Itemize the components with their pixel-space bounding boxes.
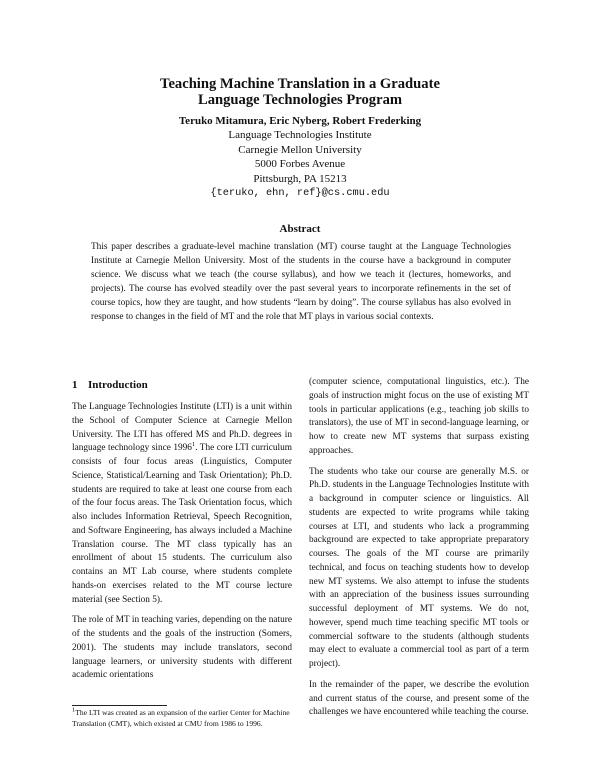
paper-title: [0, 76, 600, 108]
title-line-2: Language Technologies Program: [197, 92, 403, 108]
author-list: Teruko Mitamura, Eric Nyberg, Robert Frederking: [178, 115, 422, 127]
affiliation-city: Pittsburgh, PA 15213: [253, 172, 347, 185]
title-line-1: Teaching Machine Translation in a Graduate: [160, 76, 440, 92]
section-number: 1: [72, 379, 78, 391]
footnote-divider: [72, 705, 167, 706]
intro-p1-text-b: . The core LTI curriculum consists of four focus areas (Linguistics, Computer Science, Statistical/Learning and Task Orientation); Ph.D. students are required to take at least one course from each of the four focus areas. The Task Orientation focus, which also includes Information Retrieval, Speech Recognition, and Software Engineering, has always included a Machine Translation course. The MT class typically has an enrollment of about 15 students. The curriculum also contains an MT Lab course, where students complete hands-on exercises related to the MT course lecture material (see Section 5).: [72, 443, 292, 605]
abstract-heading: Abstract: [279, 223, 321, 235]
affiliation-street: 5000 Forbes Avenue: [254, 158, 346, 170]
affiliation-university: Carnegie Mellon University: [238, 143, 362, 156]
affiliation-block: [0, 128, 600, 201]
left-column: [72, 378, 292, 683]
footnote-number: 1: [72, 706, 76, 714]
footnote: [72, 708, 292, 729]
abstract-text: This paper describes a graduate-level machine translation (MT) course taught at the Language Technologies Institute at Carnegie Mellon University. Most of the students in the course have a background in computer science. We discuss what we teach (the course syllabus), and how we teach it (lectures, homeworks, and projects). The course has evolved steadily over the past several years to incorporate refinements in the set of course topics, how they are taught, and how students “learn by doing”. The course syllabus has also evolved in response to changes in the field of MT and the role that MT plays in various social contexts.: [91, 242, 511, 322]
footnote-text: The LTI was created as an expansion of the earlier Center for Machine Translation (CMT), which existed at CMU from 1986 to 1996.: [72, 708, 290, 728]
intro-p1-text-a: The Language Technologies Institute (LTI) is a unit within the School of Computer Science at Carnegie Mellon University. The LTI has offered MS and Ph.D. degrees in language technology since 1996: [72, 402, 292, 454]
affiliation-institute: Language Technologies Institute: [228, 129, 372, 141]
right-column: [309, 376, 529, 720]
section-title: Introduction: [88, 379, 148, 391]
intro-paragraph-2: The role of MT in teaching varies, depending on the nature of the students and the goals of the instruction (Somers, 2001). The students may include translators, second language learners, or university students with different academic orientations: [72, 615, 292, 681]
section-heading: [72, 378, 292, 392]
footnote-marker: 1: [191, 441, 196, 449]
author-email: {teruko, ehn, ref}@cs.cmu.edu: [210, 187, 390, 199]
intro-paragraph-1: [72, 401, 292, 607]
right-paragraph-1: (computer science, computational linguistics, etc.). The goals of instruction might focus on the use of existing MT tools in particular applications (e.g., teaching job skills to translators), the use of MT in second-language learning, or how to create new MT systems that surpass existing approaches.: [309, 377, 529, 456]
right-paragraph-2: The students who take our course are generally M.S. or Ph.D. students in the Language Technologies Institute with a background in computer science or linguistics. All students are expected to write programs while taking courses at LTI, and students who lack a programming background are expected to take appropriate preparatory courses. The goals of the MT course are primarily technical, and focus on teaching students how to develop new MT systems. We also attempt to infuse the students with an appreciation of the business issues surrounding successful deployment of MT systems. We do not, however, spend much time teaching specific MT tools or commercial software to the students (although students may elect to evaluate a commercial tool as part of a term project).: [309, 466, 529, 669]
right-paragraph-3: In the remainder of the paper, we describe the evolution and current status of the course, and present some of the challenges we have encountered while teaching the course.: [309, 679, 529, 718]
